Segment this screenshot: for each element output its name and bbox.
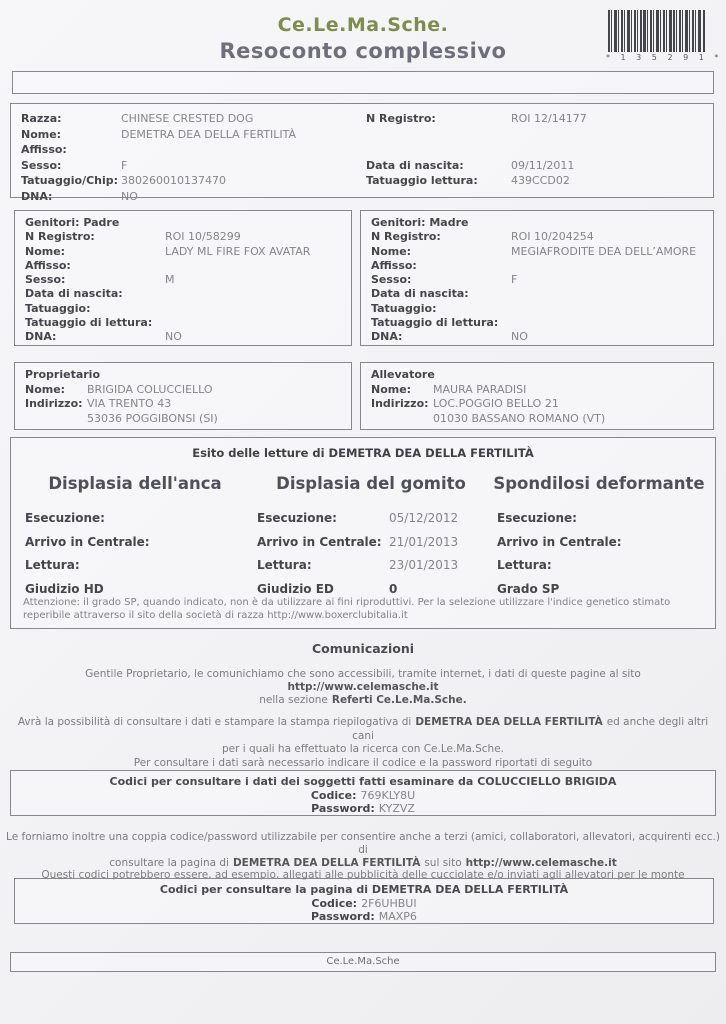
field-value: NO — [121, 189, 138, 203]
code-row — [15, 897, 713, 911]
field-label: Arrivo in Centrale: — [257, 534, 382, 549]
field-label: Data di nascita: — [25, 287, 123, 301]
owner-box — [14, 362, 352, 430]
field-label: Tatuaggio di lettura: — [371, 316, 499, 330]
column-heading: Displasia dell'anca — [48, 474, 222, 493]
field-value: ROI 12/14177 — [511, 112, 587, 125]
field-label: N Registro: — [25, 230, 95, 244]
field-label: Giudizio ED — [257, 581, 334, 596]
field-value: 0 — [389, 581, 398, 596]
field-label: DNA: — [25, 330, 57, 344]
field-label: Tatuaggio di lettura: — [25, 316, 153, 330]
codes-box-subjects — [10, 770, 716, 816]
field-value — [165, 316, 351, 330]
field-value: VIA TRENTO 43 — [87, 397, 172, 410]
field-value — [157, 531, 251, 555]
barcode-icon — [606, 10, 710, 52]
field-value — [629, 554, 707, 578]
field-label: N Registro: — [366, 112, 436, 125]
access-paragraph — [6, 716, 720, 770]
password-label: Password: — [311, 910, 375, 923]
field-value: 380260010137470 — [121, 174, 226, 187]
paragraph-text: nella sezione — [259, 694, 328, 706]
field-value: 01030 BASSANO ROMANO (VT) — [433, 411, 606, 425]
column-heading: Spondilosi deformante — [493, 474, 705, 493]
field-label: Nome: — [371, 382, 412, 396]
section-heading: Comunicazioni — [311, 641, 415, 656]
field-label: Arrivo in Centrale: — [25, 534, 150, 549]
field-label: DNA: — [21, 189, 53, 203]
report-subtitle: Resoconto complessivo — [219, 38, 507, 63]
results-column-hip — [19, 474, 251, 601]
results-column-spondylosis — [491, 474, 707, 601]
field-value: 23/01/2013 — [389, 558, 459, 572]
field-value: M — [165, 273, 175, 287]
field-label: Tatuaggio lettura: — [366, 174, 478, 187]
password-row — [15, 910, 713, 924]
field-label: Esecuzione: — [497, 511, 577, 525]
field-value — [165, 287, 351, 301]
paragraph-text: sul sito — [424, 856, 462, 869]
website-url: http://www.celemasche.it — [287, 681, 439, 693]
field-value — [121, 142, 366, 158]
dog-data-box — [10, 103, 714, 203]
paragraph-line: Le forniamo inoltre una coppia codice/password utilizzabile per consentire anche a terzi (amici, collaboratori, allevatori, acquirenti ecc.) di — [6, 831, 720, 856]
field-value: ROI 10/58299 — [165, 230, 241, 244]
field-label: Grado SP — [497, 581, 560, 596]
field-value — [157, 507, 251, 531]
field-value — [511, 316, 713, 330]
box-title: Genitori: Madre — [371, 216, 469, 229]
mother-box — [360, 210, 714, 346]
field-value: 439CCD02 — [511, 174, 570, 187]
field-value: ROI 10/204254 — [511, 230, 594, 244]
communications-section — [0, 641, 726, 707]
field-value: NO — [511, 330, 528, 344]
field-value: NO — [165, 330, 182, 344]
codes-box-title: Codici per consultare i dati dei soggetti fatti esaminare da COLUCCIELLO BRIGIDA — [109, 775, 617, 788]
field-label: Indirizzo: — [371, 397, 429, 410]
results-box — [10, 437, 716, 629]
results-column-elbow — [251, 474, 491, 601]
field-label: Nome: — [371, 244, 412, 258]
column-heading: Displasia del gomito — [276, 474, 466, 493]
field-value: BRIGIDA COLUCCIELLO — [87, 382, 213, 396]
barcode — [606, 10, 723, 62]
field-label: Sesso: — [25, 273, 66, 287]
field-value: LOC.POGGIO BELLO 21 — [433, 397, 559, 410]
field-label: Razza: — [21, 112, 62, 125]
field-value — [511, 302, 713, 316]
field-label: Esecuzione: — [25, 511, 105, 525]
field-label: N Registro: — [371, 230, 441, 244]
note-line: Attenzione: il grado SP, quando indicato, non è da utilizzare ai fini riproduttivi. Per la selezione utilizzare l'indice genetico stimato — [23, 597, 671, 608]
password-label: Password: — [311, 802, 375, 815]
field-label: Data di nascita: — [371, 287, 469, 301]
field-label: Sesso: — [371, 273, 412, 287]
paragraph-line: Questi codici potrebbero essere, ad esempio, allegati alle pubblicità delle cucciolate e/o inviati agli allevatori per le monte — [41, 869, 685, 882]
field-value: F — [511, 273, 518, 287]
field-label: Nome: — [25, 244, 66, 258]
code-value: 769KLY8U — [360, 788, 416, 802]
note-line: reperibile attraverso il sito della società di razza http://www.boxerclubitalia.it — [23, 610, 408, 621]
box-title: Proprietario — [25, 368, 101, 381]
field-value — [629, 507, 707, 531]
box-title: Genitori: Padre — [25, 216, 120, 229]
field-label: Esecuzione: — [257, 511, 337, 525]
codes-box-title: Codici per consultare la pagina di DEMETRA DEA DELLA FERTILITÀ — [159, 883, 569, 896]
results-title: Esito delle letture di DEMETRA DEA DELLA FERTILITÀ — [192, 446, 534, 460]
field-label: Nome: — [21, 127, 62, 141]
code-label: Codice: — [311, 896, 358, 910]
field-value: F — [121, 158, 128, 172]
field-value — [511, 287, 713, 301]
field-label: Data di nascita: — [366, 158, 464, 172]
field-label: DNA: — [371, 330, 403, 344]
section-reference: Referti Ce.Le.Ma.Sche. — [331, 694, 467, 706]
field-label: Indirizzo: — [25, 397, 83, 410]
code-row — [11, 789, 715, 803]
field-label: Sesso: — [21, 158, 62, 172]
code-value: 2F6UHBUI — [361, 896, 417, 910]
dog-name-bold: DEMETRA DEA DELLA FERTILITÀ — [415, 716, 603, 728]
field-label: Tatuaggio/Chip: — [21, 174, 119, 187]
field-value — [165, 259, 351, 273]
paragraph-line: Per consultare i dati sarà necessario indicare il codice e la password riportati di seguito — [133, 756, 593, 769]
paragraph-line: per i quali ha effettuato la ricerca con Ce.Le.Ma.Sche. — [221, 743, 505, 755]
footer-text: Ce.Le.Ma.Sche — [326, 956, 400, 967]
father-box — [14, 210, 352, 346]
field-value: 53036 POGGIBONSI (SI) — [87, 411, 218, 425]
field-value: 05/12/2012 — [389, 511, 459, 525]
password-value: KYZVZ — [378, 802, 415, 815]
field-value: 21/01/2013 — [389, 534, 459, 549]
paragraph-line: Gentile Proprietario, le comunichiamo che sono accessibili, tramite internet, i dati di queste pagine al sito — [85, 668, 641, 680]
box-title: Allevatore — [371, 368, 435, 381]
field-label: Lettura: — [25, 558, 80, 572]
field-value — [511, 259, 713, 273]
field-label: Arrivo in Centrale: — [497, 534, 622, 549]
website-url: http://www.celemasche.it — [465, 856, 617, 869]
breeder-box — [360, 362, 714, 430]
paragraph-line — [6, 857, 720, 870]
field-value — [629, 531, 707, 555]
dog-name-bold: DEMETRA DEA DELLA FERTILITÀ — [232, 856, 421, 869]
sp-warning-note — [23, 596, 703, 622]
paragraph-text: ed anche degli altri cani — [352, 716, 709, 742]
paragraph-text: Avrà la possibilità di consultare i dati e stampare la stampa riepilogativa di — [17, 716, 412, 728]
field-value: MEGIAFRODITE DEA DELL’AMORE — [511, 244, 697, 258]
field-label: Lettura: — [497, 558, 552, 572]
field-value: CHINESE CRESTED DOG — [121, 112, 254, 125]
field-label: Giudizio HD — [25, 581, 104, 596]
paragraph-line — [0, 694, 726, 707]
field-value: DEMETRA DEA DELLA FERTILITÀ — [121, 127, 297, 141]
field-value — [157, 554, 251, 578]
field-label: Affisso: — [21, 143, 67, 156]
field-value: LADY ML FIRE FOX AVATAR — [165, 244, 311, 258]
empty-strip-box — [12, 71, 714, 94]
field-label: Tatuaggio: — [25, 301, 91, 315]
org-title: Ce.Le.Ma.Sche. — [277, 14, 449, 36]
password-value: MAXP6 — [378, 910, 417, 923]
field-label: Tatuaggio: — [371, 301, 437, 315]
field-label: Affisso: — [25, 258, 71, 272]
barcode-number: * 1 3 5 2 9 1 * — [606, 53, 723, 62]
field-value: MAURA PARADISI — [433, 382, 527, 396]
code-label: Codice: — [310, 788, 357, 802]
footer-strip — [10, 952, 716, 972]
field-value: 09/11/2011 — [511, 158, 575, 172]
paragraph-text: consultare la pagina di — [109, 856, 229, 869]
field-label: Affisso: — [371, 258, 417, 272]
password-row — [11, 802, 715, 816]
field-label: Nome: — [25, 382, 66, 396]
paragraph-line — [6, 716, 720, 743]
field-label: Lettura: — [257, 558, 312, 572]
codes-box-page — [14, 878, 714, 924]
third-party-paragraph — [6, 831, 720, 882]
field-value — [165, 302, 351, 316]
